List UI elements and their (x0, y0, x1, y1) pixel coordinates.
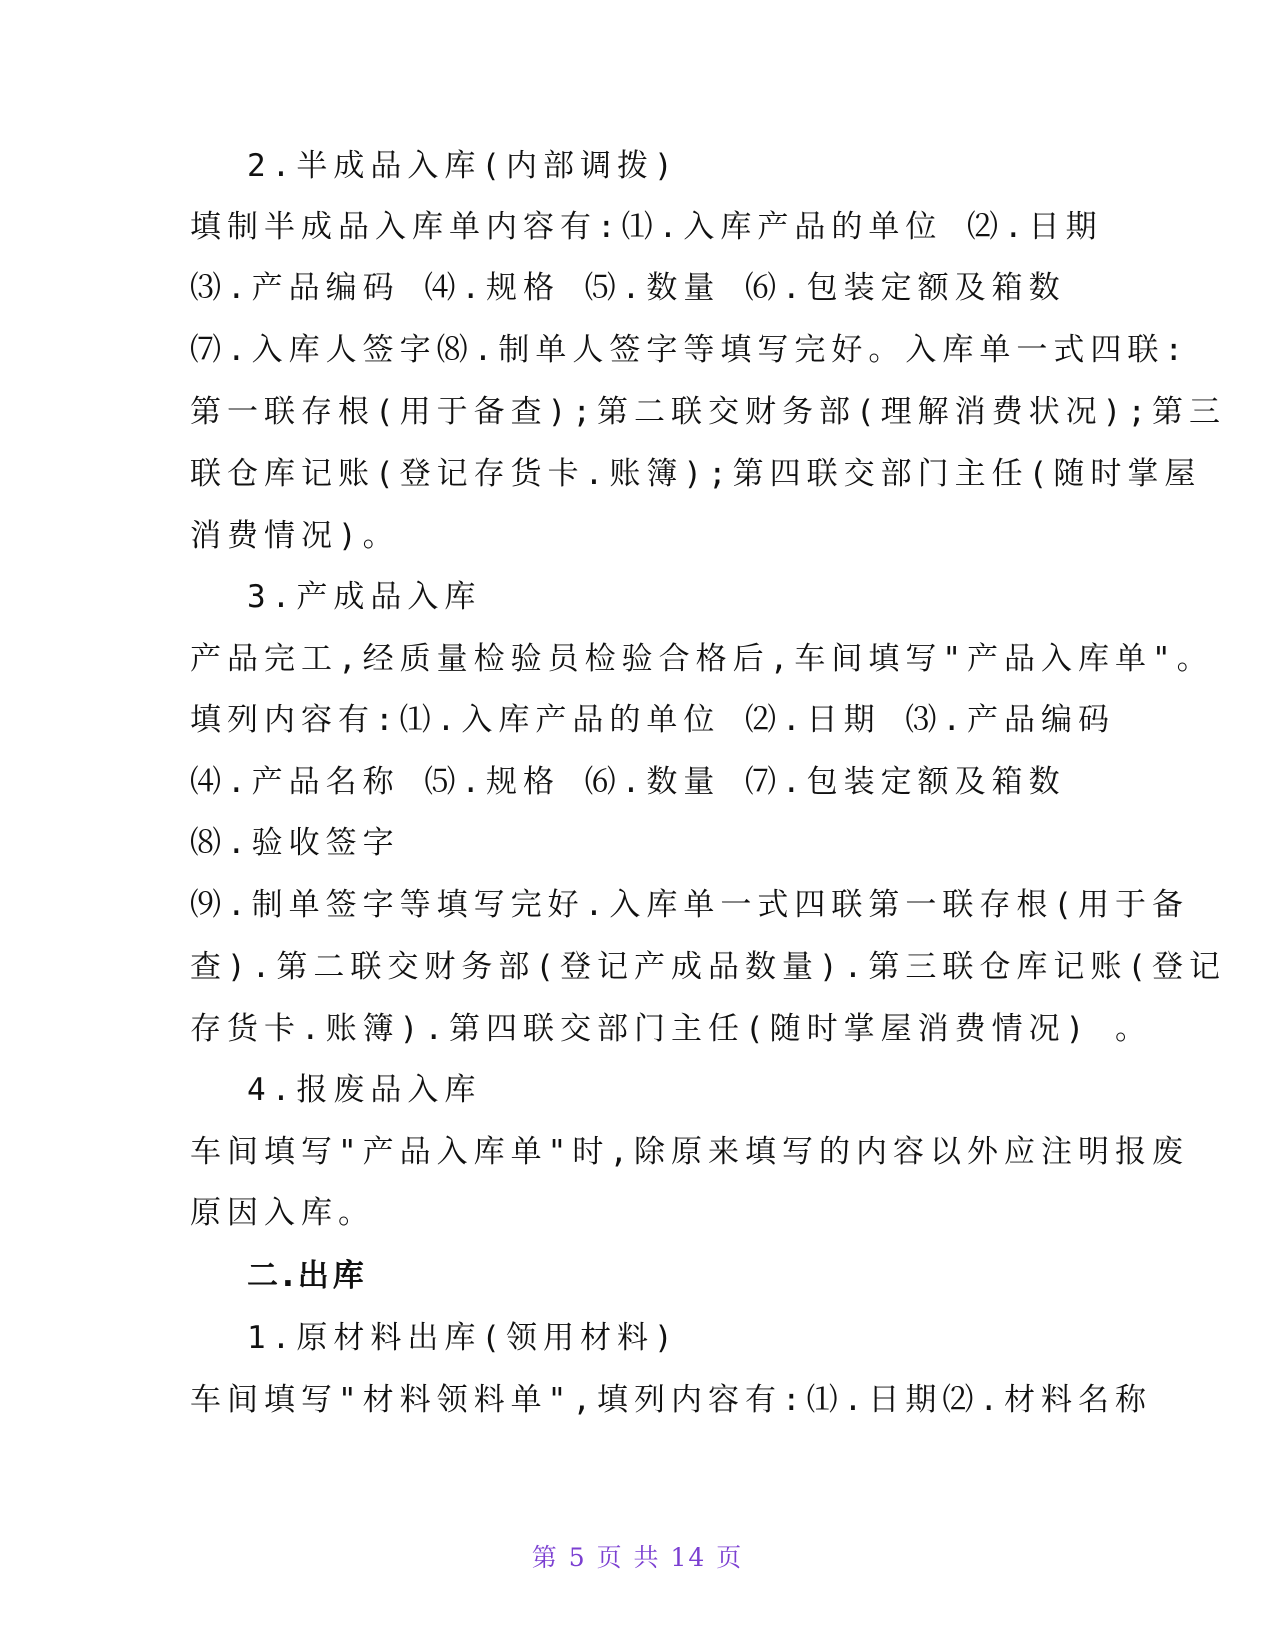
subheading-semi-finished-storage: 2.半成品入库(内部调拨) (247, 148, 679, 184)
paragraph-line: 填列内容有:⑴.入库产品的单位 ⑵.日期 ⑶.产品编码 (190, 702, 1115, 738)
subheading-scrap-storage: 4.报废品入库 (247, 1072, 482, 1108)
paragraph-line: 车间填写"材料领料单",填列内容有:⑴.日期⑵.材料名称 (190, 1382, 1152, 1418)
paragraph-line: ⑶.产品编码 ⑷.规格 ⑸.数量 ⑹.包装定额及箱数 (190, 270, 1066, 306)
page-number-footer: 第 5 页 共 14 页 (531, 1543, 744, 1572)
paragraph-line: 填制半成品入库单内容有:⑴.入库产品的单位 ⑵.日期 (190, 209, 1103, 245)
paragraph-line: 第一联存根(用于备查);第二联交财务部(理解消费状况);第三 (190, 394, 1226, 430)
paragraph-line: ⑺.入库人签字⑻.制单人签字等填写完好。入库单一式四联: (190, 332, 1189, 368)
paragraph-line: 联仓库记账(登记存货卡.账簿);第四联交部门主任(随时掌屋 (190, 456, 1202, 492)
section-heading-outbound: 二.出库 (247, 1258, 368, 1294)
paragraph-line: 存货卡.账簿).第四联交部门主任(随时掌屋消费情况) 。 (190, 1011, 1152, 1047)
subheading-finished-storage: 3.产成品入库 (247, 579, 482, 615)
paragraph-line: ⑻.验收签字 (190, 825, 400, 861)
subheading-raw-material-outbound: 1.原材料出库(领用材料) (247, 1320, 679, 1356)
paragraph-line: 消费情况)。 (190, 518, 400, 554)
paragraph-line: ⑼.制单签字等填写完好.入库单一式四联第一联存根(用于备 (190, 887, 1189, 923)
paragraph-line: 原因入库。 (190, 1195, 375, 1231)
paragraph-line: ⑷.产品名称 ⑸.规格 ⑹.数量 ⑺.包装定额及箱数 (190, 764, 1066, 800)
paragraph-line: 产品完工,经质量检验员检验合格后,车间填写"产品入库单"。 (190, 641, 1214, 677)
paragraph-line: 车间填写"产品入库单"时,除原来填写的内容以外应注明报废 (190, 1134, 1189, 1170)
paragraph-line: 查).第二联交财务部(登记产成品数量).第三联仓库记账(登记 (190, 949, 1226, 985)
